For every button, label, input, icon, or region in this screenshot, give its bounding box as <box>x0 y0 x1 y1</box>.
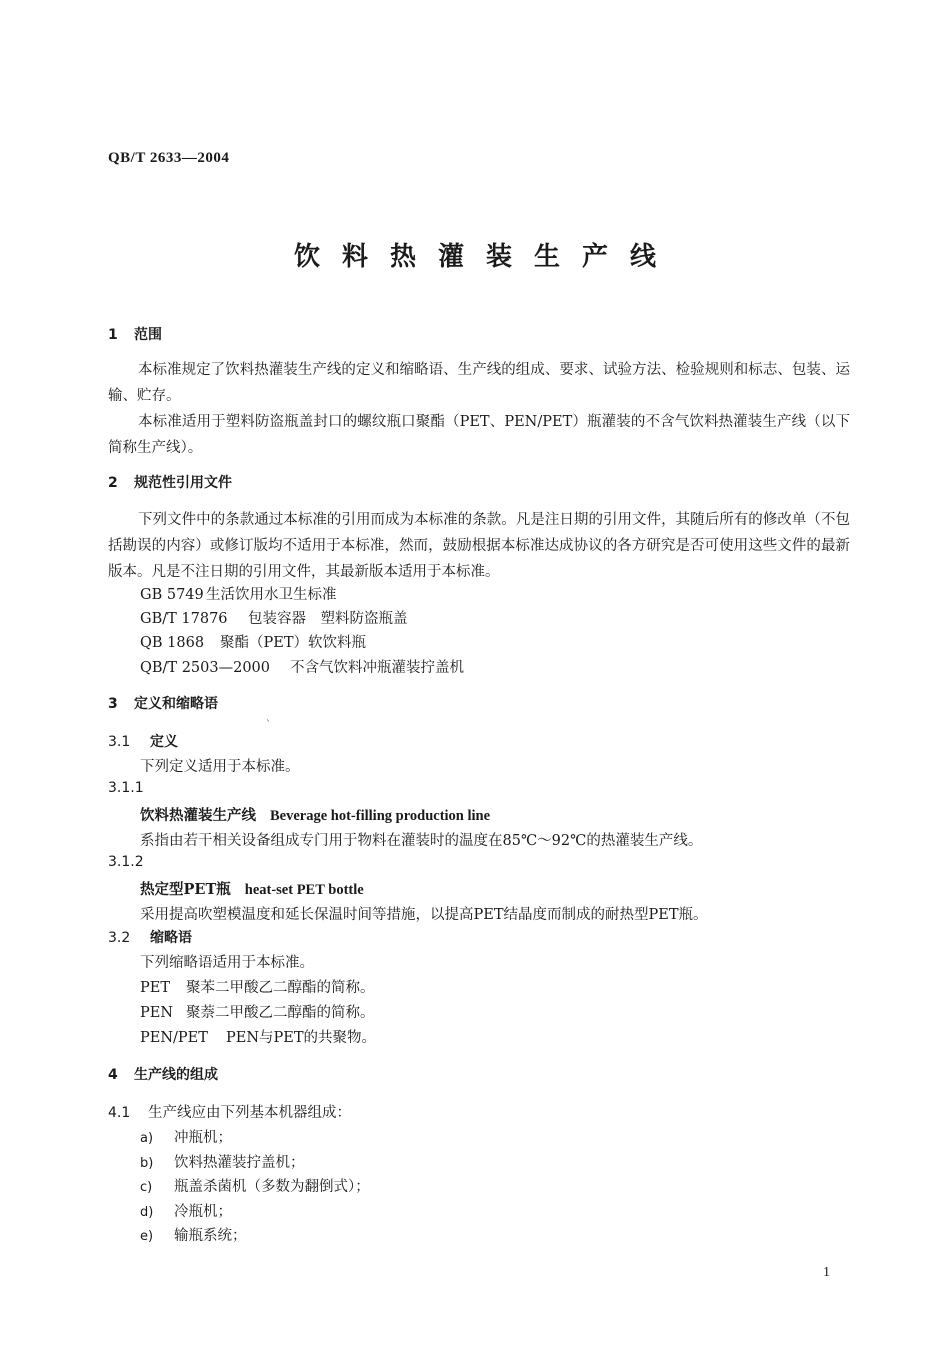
term-heading <box>140 878 364 899</box>
reference-item <box>140 656 464 677</box>
subsection-text: 生产线应由下列基本机器组成： <box>148 1105 351 1121</box>
section-number: 4 <box>108 1067 118 1083</box>
subsection-4-1 <box>108 1101 351 1122</box>
abbreviation-meaning: 聚苯二甲酸乙二醇酯的简称。 <box>186 980 375 996</box>
section-number: 2 <box>108 475 118 491</box>
subsection-number: 4.1 <box>108 1105 131 1121</box>
abbreviation: PEN <box>140 1005 174 1021</box>
reference-item <box>140 631 366 652</box>
subsection-number: 3.1.1 <box>108 780 144 796</box>
subsection-title: 定义 <box>150 734 178 750</box>
term-heading <box>140 804 490 825</box>
abbreviation-item <box>140 1026 376 1047</box>
standard-code: QB/T 2633—2004 <box>108 150 230 166</box>
list-item <box>140 1175 370 1196</box>
list-marker: e) <box>140 1229 154 1244</box>
abbreviation: PET <box>140 980 171 996</box>
document-title: 饮料热灌装生产线 <box>293 242 678 272</box>
section-title: 范围 <box>134 327 162 343</box>
subsection-3-2-text: 下列缩略语适用于本标准。 <box>140 955 314 971</box>
reference-item <box>140 583 337 604</box>
subsection-3-2-heading <box>108 927 192 947</box>
reference-code: QB 1868 <box>140 635 205 651</box>
section-1-paragraph-1: 本标准规定了饮料热灌装生产线的定义和缩略语、生产线的组成、要求、试验方法、检验规则和标志、包装、运输、贮存。 <box>108 362 850 404</box>
section-1-paragraph-2: 本标准适用于塑料防盗瓶盖封口的螺纹瓶口聚酯（PET、PEN/PET）瓶灌装的不含气饮料热灌装生产线（以下简称生产线）。 <box>108 414 850 456</box>
reference-title: 聚酯（PET）软饮料瓶 <box>220 635 367 651</box>
reference-code: QB/T 2503—2000 <box>140 660 271 676</box>
page-number: 1 <box>823 1265 830 1280</box>
subsection-3-1-text: 下列定义适用于本标准。 <box>140 759 300 775</box>
reference-title: 生活饮用水卫生标准 <box>206 587 337 603</box>
term-definition: 系指由若干相关设备组成专门用于物料在灌装时的温度在85℃～92℃的热灌装生产线。 <box>140 833 703 849</box>
abbreviation-meaning: PEN与PET的共聚物。 <box>226 1030 377 1046</box>
list-item <box>140 1200 232 1221</box>
subsection-3-1-2-number <box>108 854 144 870</box>
list-text: 冲瓶机； <box>174 1130 232 1146</box>
subsection-title: 缩略语 <box>150 930 192 946</box>
list-item <box>140 1224 247 1245</box>
subsection-number: 3.1 <box>108 734 131 750</box>
section-title: 规范性引用文件 <box>134 475 232 491</box>
term-definition: 采用提高吹塑模温度和延长保温时间等措施，以提高PET结晶度而制成的耐热型PET瓶。 <box>140 907 708 923</box>
section-2-heading <box>108 472 232 492</box>
list-marker: b) <box>140 1156 154 1171</box>
reference-code: GB/T 17876 <box>140 611 228 627</box>
list-item <box>140 1126 232 1147</box>
reference-title: 不含气饮料冲瓶灌装拧盖机 <box>290 660 464 676</box>
subsection-3-1-heading <box>108 731 178 751</box>
reference-title: 包装容器 塑料防盗瓶盖 <box>248 611 408 627</box>
list-item <box>140 1151 305 1172</box>
section-number: 3 <box>108 696 118 712</box>
reference-code: GB 5749 <box>140 587 204 603</box>
term-cn: 热定型PET瓶 <box>140 881 231 898</box>
term-en: Beverage hot-filling production line <box>270 808 491 824</box>
abbreviation-item <box>140 976 375 997</box>
subsection-3-1-1-number <box>108 780 144 796</box>
list-text: 冷瓶机； <box>174 1204 232 1220</box>
abbreviation-meaning: 聚萘二甲酸乙二醇酯的简称。 <box>186 1005 375 1021</box>
subsection-number: 3.2 <box>108 930 131 946</box>
list-marker: a) <box>140 1131 154 1146</box>
abbreviation: PEN/PET <box>140 1030 208 1046</box>
term-en: heat-set PET bottle <box>244 882 364 898</box>
scan-mark: ˋ <box>266 720 271 731</box>
list-marker: c) <box>140 1180 153 1195</box>
list-text: 输瓶系统； <box>174 1228 247 1244</box>
list-text: 饮料热灌装拧盖机； <box>174 1155 305 1171</box>
reference-item <box>140 607 408 628</box>
list-marker: d) <box>140 1205 154 1220</box>
section-number: 1 <box>108 327 118 343</box>
section-3-heading <box>108 693 218 713</box>
section-2-paragraph: 下列文件中的条款通过本标准的引用而成为本标准的条款。凡是注日期的引用文件，其随后所有的修改单（不包括勘误的内容）或修订版均不适用于本标准，然而，鼓励根据本标准达成协议的各方研究是否可使用这些文件的最新版本。凡是不注日期的引用文件，其最新版本适用于本标准。 <box>108 512 850 580</box>
abbreviation-item <box>140 1001 375 1022</box>
section-1-heading <box>108 324 162 344</box>
term-cn: 饮料热灌装生产线 <box>140 807 256 824</box>
section-4-heading <box>108 1064 218 1084</box>
section-title: 生产线的组成 <box>134 1067 218 1083</box>
list-text: 瓶盖杀菌机（多数为翻倒式）； <box>174 1179 370 1195</box>
section-title: 定义和缩略语 <box>134 696 218 712</box>
subsection-number: 3.1.2 <box>108 854 144 870</box>
